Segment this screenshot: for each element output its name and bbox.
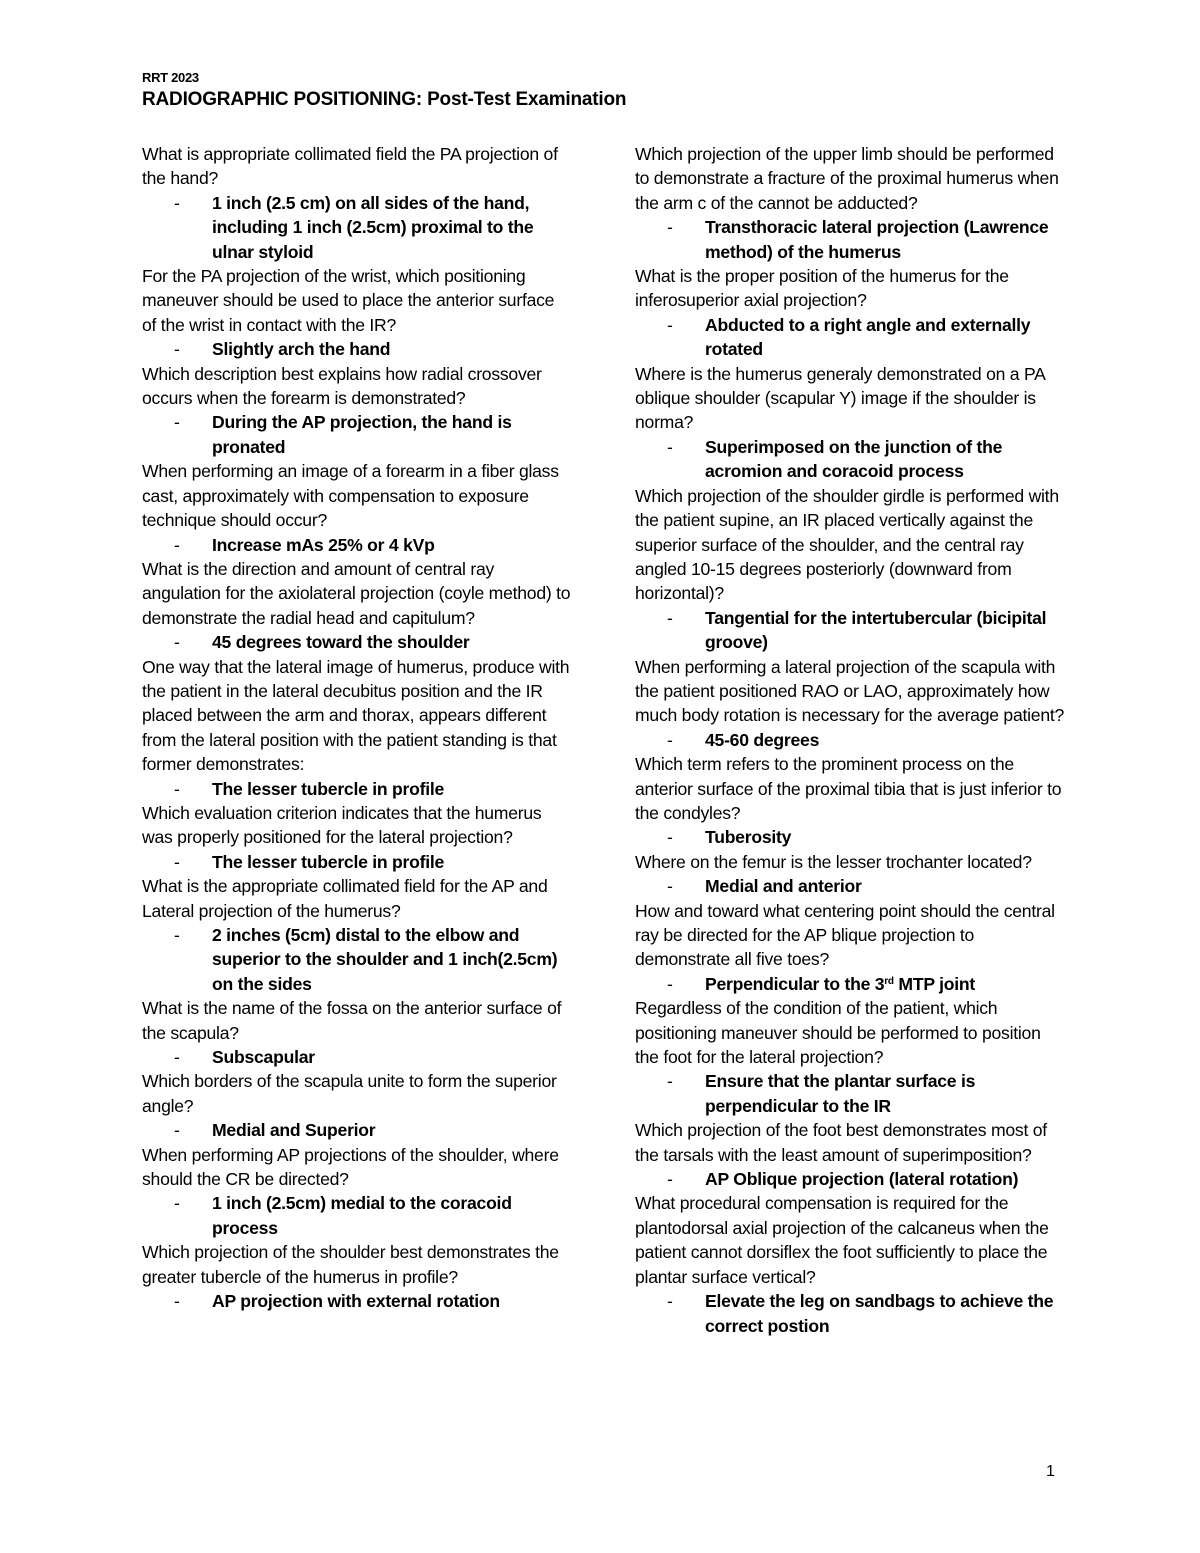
page-number: 1 (1046, 1463, 1055, 1480)
answer-text (705, 974, 975, 994)
answer-text: 1 inch (2.5 cm) on all sides of the hand, including 1 inch (2.5cm) proximal to the ulnar styloid (212, 192, 534, 262)
question-text: Which borders of the scapula unite to form the superior angle? (142, 1071, 557, 1116)
list-dash: - (174, 192, 180, 213)
answer-item (635, 1069, 1065, 1118)
list-dash: - (174, 412, 180, 433)
question-text: Regardless of the condition of the patient, which positioning maneuver should be performed to position the foot for the lateral projection? (635, 998, 1041, 1068)
answer-item (142, 630, 572, 654)
list-dash: - (174, 339, 180, 360)
answer-text: Slightly arch the hand (212, 339, 391, 360)
answer-text: 1 inch (2.5cm) medial to the coracoid process (212, 1193, 512, 1238)
answer-item (142, 191, 572, 264)
answer-item (635, 825, 1065, 849)
question-text: What is the proper position of the humerus for the inferosuperior axial projection? (635, 266, 1009, 311)
answer-text: Medial and anterior (705, 876, 862, 897)
question-text: One way that the lateral image of humerus, produce with the patient in the lateral decubitus position and the IR placed between the arm and thorax, appears different from the lateral position with the patient standing is that former demonstrates: (142, 656, 570, 775)
list-dash: - (667, 729, 673, 750)
question-text: Which projection of the shoulder best demonstrates the greater tubercle of the humerus in profile? (142, 1242, 559, 1287)
answer-item (635, 874, 1065, 898)
answer-item (142, 923, 572, 996)
answer-item (142, 337, 572, 361)
answer-item (635, 972, 1065, 996)
answer-item (142, 1191, 572, 1240)
list-dash: - (667, 1169, 673, 1190)
answer-item (635, 313, 1065, 362)
list-dash: - (174, 778, 180, 799)
question-text: What is appropriate collimated field the PA projection of the hand? (142, 144, 558, 189)
answer-item (635, 435, 1065, 484)
question-text: Where on the femur is the lesser trochanter located? (635, 851, 1032, 872)
answer-item (142, 777, 572, 801)
page-title: RADIOGRAPHIC POSITIONING: Post-Test Examination (142, 89, 627, 110)
list-dash: - (174, 1193, 180, 1214)
list-dash: - (174, 534, 180, 555)
answer-text: Tangential for the intertubercular (bicipital groove) (705, 607, 1047, 653)
answer-text: Subscapular (212, 1047, 315, 1068)
answer-text: Superimposed on the junction of the acromion and coracoid process (705, 436, 1003, 482)
answer-item (142, 1289, 572, 1313)
list-dash: - (667, 876, 673, 897)
answer-text: The lesser tubercle in profile (212, 851, 445, 872)
answer-item (142, 850, 572, 874)
list-dash: - (667, 973, 673, 994)
question-text: Which description best explains how radial crossover occurs when the forearm is demonstrated? (142, 363, 542, 409)
answer-item (142, 1118, 572, 1142)
answer-item (635, 1289, 1065, 1338)
question-text: What procedural compensation is required for the plantodorsal axial projection of the calcaneus when the patient cannot dorsiflex the foot sufficiently to place the plantar surface vertical? (635, 1193, 1049, 1287)
question-text: When performing an image of a forearm in a fiber glass cast, approximately with compensation to exposure technique should occur? (142, 461, 559, 531)
left-column (142, 142, 572, 1314)
list-dash: - (667, 1071, 673, 1092)
answer-text: Transthoracic lateral projection (Lawrence method) of the humerus (705, 217, 1049, 262)
answer-text-main: Perpendicular to the 3 (705, 973, 885, 994)
list-dash: - (174, 632, 180, 653)
question-text: Where is the humerus generaly demonstrated on a PA oblique shoulder (scapular Y) image if the shoulder is norma? (635, 363, 1045, 433)
question-text: What is the appropriate collimated field for the AP and Lateral projection of the humerus? (142, 876, 548, 921)
question-text: Which projection of the shoulder girdle is performed with the patient supine, an IR placed vertically against the superior surface of the shoulder, and the central ray angled 10-15 degrees posteriorly (downward from horizontal)? (635, 485, 1059, 604)
question-text: What is the direction and amount of central ray angulation for the axiolateral projection (coyle method) to demonstrate the radial head and capitulum? (142, 558, 571, 628)
answer-item (635, 606, 1065, 655)
answer-text: 45 degrees toward the shoulder (212, 632, 470, 653)
answer-item (142, 533, 572, 557)
list-dash: - (174, 1047, 180, 1068)
question-text: What is the name of the fossa on the anterior surface of the scapula? (142, 998, 562, 1043)
right-column (635, 142, 1065, 1338)
answer-text: The lesser tubercle in profile (212, 778, 445, 799)
list-dash: - (667, 217, 673, 238)
list-dash: - (667, 827, 673, 848)
answer-text: Medial and Superior (212, 1120, 376, 1141)
list-dash: - (174, 925, 180, 945)
question-text: Which projection of the upper limb should be performed to demonstrate a fracture of the proximal humerus when the arm c of the cannot be adducted? (635, 144, 1059, 213)
answer-text: 2 inches (5cm) distal to the elbow and superior to the shoulder and 1 inch(2.5cm) on the sides (212, 925, 558, 994)
question-text: When performing a lateral projection of the scapula with the patient positioned RAO or LAO, approximately how much body rotation is necessary for the average patient? (635, 656, 1065, 726)
question-text: How and toward what centering point should the central ray be directed for the AP blique projection to demonstrate all five toes? (635, 900, 1055, 970)
list-dash: - (174, 1291, 180, 1312)
list-dash: - (667, 314, 673, 335)
answer-item (142, 1045, 572, 1069)
question-text: Which evaluation criterion indicates that the humerus was properly positioned for the lateral projection? (142, 802, 542, 848)
answer-item (142, 410, 572, 459)
question-text: For the PA projection of the wrist, which positioning maneuver should be used to place the anterior surface of the wrist in contact with the IR? (142, 266, 555, 335)
answer-text: Elevate the leg on sandbags to achieve the correct postion (705, 1291, 1054, 1336)
list-dash: - (667, 607, 673, 628)
list-dash: - (174, 851, 180, 872)
answer-text: 45-60 degrees (705, 729, 820, 750)
answer-text-rest: MTP joint (893, 973, 976, 994)
answer-text: Abducted to a right angle and externally rotated (705, 314, 1031, 360)
question-text: When performing AP projections of the shoulder, where should the CR be directed? (142, 1144, 559, 1190)
answer-text: Ensure that the plantar surface is perpendicular to the IR (705, 1071, 976, 1116)
answer-text: AP Oblique projection (lateral rotation) (705, 1169, 1019, 1190)
list-dash: - (667, 1291, 673, 1312)
list-dash: - (667, 436, 673, 457)
page-header (142, 70, 626, 113)
header-label: RRT 2023 (142, 70, 199, 85)
answer-item (635, 215, 1065, 264)
question-text: Which projection of the foot best demonstrates most of the tarsals with the least amount of superimposition? (635, 1120, 1047, 1165)
answer-item (635, 728, 1065, 752)
ordinal-superscript: rd (884, 975, 894, 987)
list-dash: - (174, 1120, 180, 1141)
answer-item (635, 1167, 1065, 1191)
answer-text: Increase mAs 25% or 4 kVp (212, 534, 435, 555)
question-text: Which term refers to the prominent process on the anterior surface of the proximal tibia that is just inferior to the condyles? (635, 754, 1062, 823)
answer-text: During the AP projection, the hand is pronated (212, 412, 512, 457)
answer-text: AP projection with external rotation (212, 1291, 500, 1312)
answer-text: Tuberosity (705, 827, 792, 848)
